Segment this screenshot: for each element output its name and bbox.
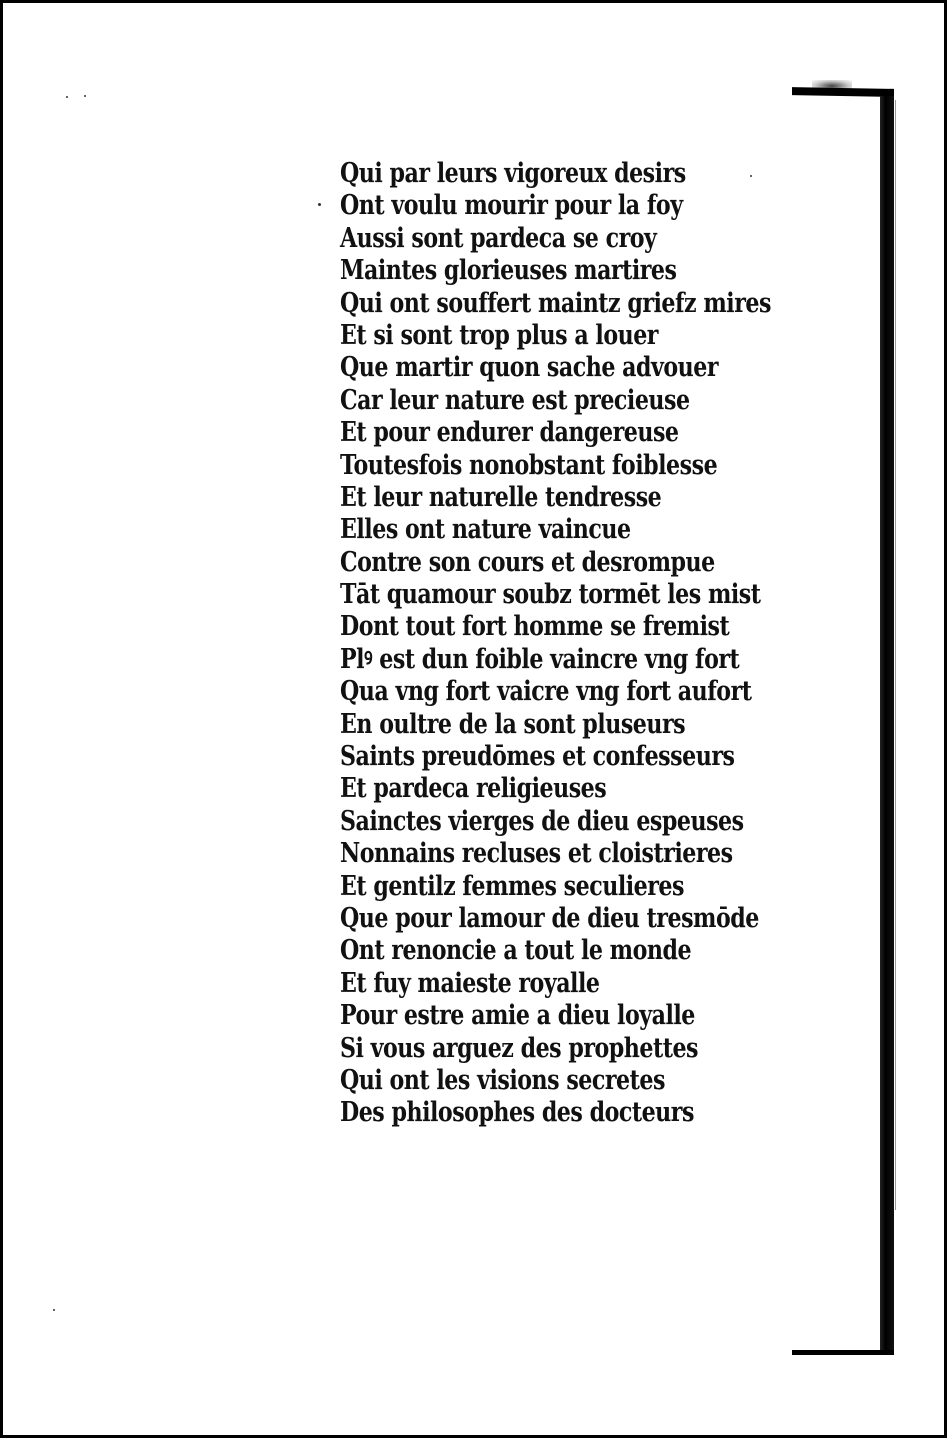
verse-line: Toutesfois nonobstant foiblesse — [340, 449, 718, 481]
verse-line: Ont renoncie a tout le monde — [340, 935, 692, 967]
verse-line: Qua vng fort vaicre vng fort aufort — [340, 676, 752, 708]
binding-bottom-edge — [792, 1350, 894, 1355]
verse-line: Et pardeca religieuses — [340, 773, 607, 805]
verse-line: Aussi sont pardeca se croy — [340, 222, 657, 254]
verse-line: Que martir quon sache advouer — [340, 352, 718, 384]
verse-line: Contre son cours et desrompue — [340, 546, 715, 578]
verse-line: Ont voulu mourir pour la foy — [340, 190, 683, 222]
verse-text — [340, 158, 840, 1130]
ink-speck — [84, 95, 86, 97]
verse-line: Et leur naturelle tendresse — [340, 481, 662, 513]
ink-speck — [66, 96, 68, 98]
verse-line: Que pour lamour de dieu tresmōde — [340, 902, 759, 934]
page-edge-line — [895, 100, 896, 1210]
verse-line: En oultre de la sont pluseurs — [340, 708, 686, 740]
verse-line: Maintes glorieuses martires — [340, 255, 677, 287]
verse-line: Et pour endurer dangereuse — [340, 417, 679, 449]
verse-line: Sainctes vierges de dieu espeuses — [340, 805, 744, 837]
verse-line: Des philosophes des docteurs — [340, 1097, 694, 1129]
verse-line: Elles ont nature vaincue — [340, 514, 631, 546]
ink-speck — [318, 203, 321, 206]
verse-line: Qui par leurs vigoreux desirs — [340, 158, 686, 189]
verse-line: Dont tout fort homme se fremist — [340, 611, 730, 643]
ink-speck — [53, 1309, 55, 1311]
verse-line: Et gentilz femmes seculieres — [340, 870, 685, 902]
verse-line: Plꝰ est dun foible vaincre vng fort — [340, 643, 740, 675]
scan-edge-top — [0, 0, 947, 3]
verse-line: Qui ont les visions secretes — [340, 1064, 665, 1096]
verse-line: Tāt quamour soubz tormēt les mist — [340, 579, 761, 611]
verse-line: Pour estre amie a dieu loyalle — [340, 1000, 695, 1032]
verse-line: Et fuy maieste royalle — [340, 967, 600, 999]
binding-shadow — [880, 96, 894, 1354]
verse-line: Qui ont souffert maintz griefz mires — [340, 287, 771, 319]
scan-edge-left — [0, 0, 3, 1438]
verse-line: Car leur nature est precieuse — [340, 384, 690, 416]
verse-line: Et si sont trop plus a louer — [340, 319, 658, 351]
verse-line: Nonnains recluses et cloistrieres — [340, 838, 733, 870]
verse-line: Saints preudōmes et confesseurs — [340, 741, 735, 773]
binding-top-edge — [792, 87, 894, 97]
verse-line: Si vous arguez des prophettes — [340, 1032, 699, 1064]
